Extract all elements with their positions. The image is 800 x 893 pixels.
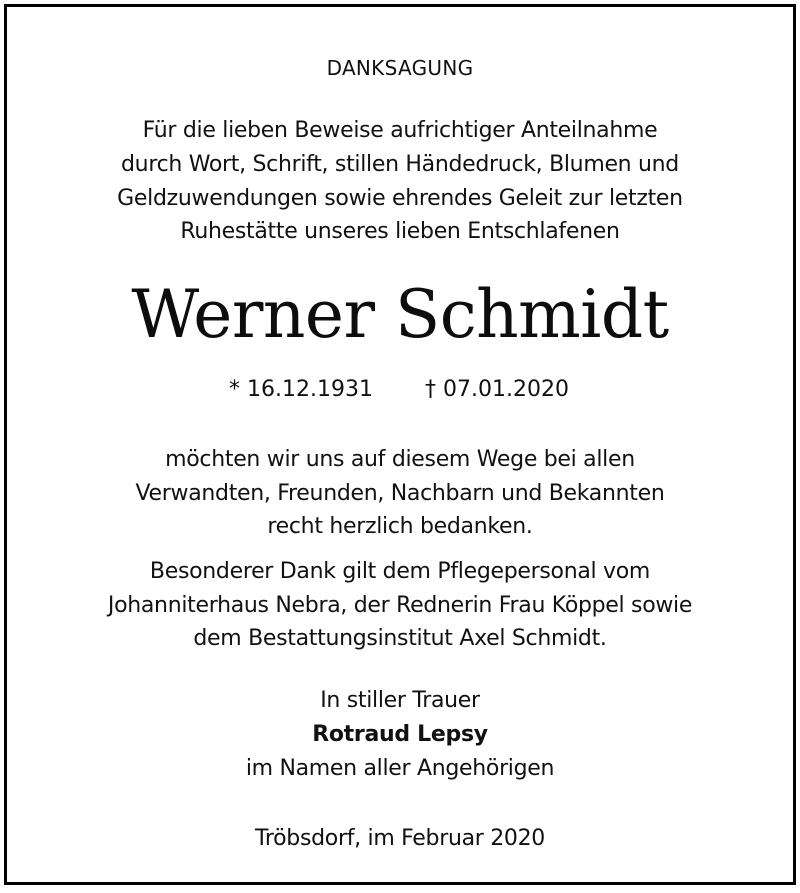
special-thanks-line: Besonderer Dank gilt dem Pflegepersonal vom: [149, 559, 651, 584]
death-date: † 07.01.2020: [425, 377, 569, 402]
special-thanks-line: Johanniterhaus Nebra, der Rednerin Frau Köppel sowie: [107, 593, 693, 618]
place-date: Tröbsdorf, im Februar 2020: [254, 826, 546, 851]
intro-line: durch Wort, Schrift, stillen Händedruck, Blumen und: [121, 152, 679, 177]
special-thanks-line: dem Bestattungsinstitut Axel Schmidt.: [193, 626, 607, 651]
intro-line: Für die lieben Beweise aufrichtiger Anteilnahme: [142, 118, 658, 143]
thanks-line: recht herzlich bedanken.: [267, 514, 533, 539]
intro-line: Ruhestätte unseres lieben Entschlafenen: [180, 219, 620, 244]
deceased-name: Werner Schmidt: [131, 276, 669, 353]
mourning-phrase: In stiller Trauer: [320, 688, 480, 713]
thanks-line: möchten wir uns auf diesem Wege bei allen: [165, 447, 635, 472]
on-behalf-line: im Namen aller Angehörigen: [245, 756, 555, 781]
notice-heading: DANKSAGUNG: [326, 56, 474, 80]
intro-line: Geldzuwendungen sowie ehrendes Geleit zur letzten: [117, 186, 683, 211]
thanks-line: Verwandten, Freunden, Nachbarn und Bekannten: [135, 481, 665, 506]
obituary-notice: [4, 4, 796, 885]
signer-name: Rotraud Lepsy: [312, 722, 488, 747]
birth-date: * 16.12.1931: [229, 377, 373, 402]
